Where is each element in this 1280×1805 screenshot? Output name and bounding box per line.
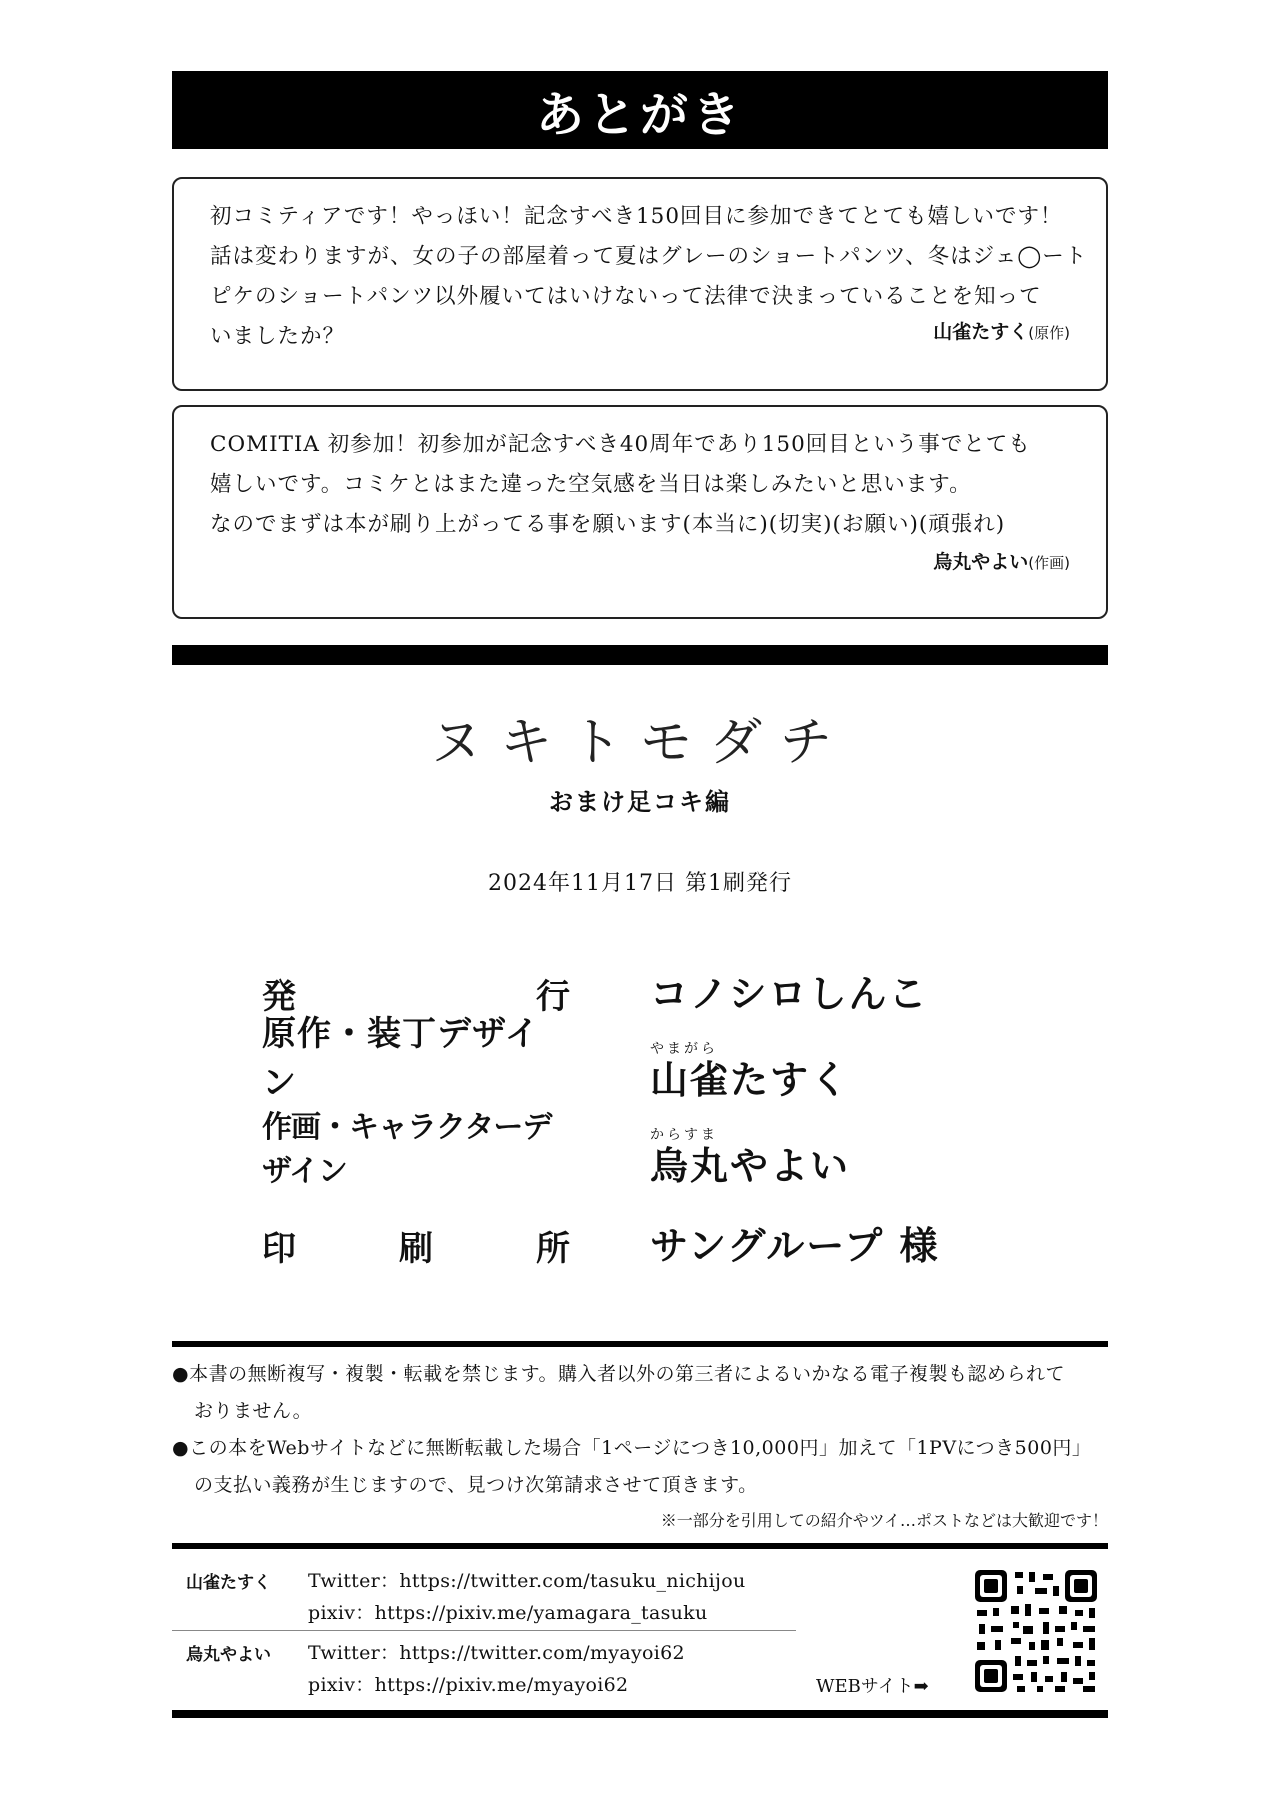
credit-row-printer — [262, 1200, 1002, 1270]
credit-ruby: からすま — [650, 1127, 718, 1143]
credit-value: 烏丸やよい — [650, 1144, 851, 1188]
signature-name: 山雀たすく — [933, 321, 1029, 343]
credit-ruby: やまがら — [650, 1041, 718, 1057]
footer-bar — [172, 1710, 1108, 1718]
signature-name: 烏丸やよい — [933, 551, 1029, 573]
publication-date: 2024年11月17日 第1刷発行 — [488, 871, 792, 896]
copyright-notice — [172, 1356, 1108, 1504]
message-line: ピケのショートパンツ以外履いてはいけないって法律で決まっていることを知って — [210, 284, 1042, 309]
credit-row-art — [262, 1110, 1002, 1190]
signature-role: (原作) — [1028, 324, 1070, 342]
link-author-pixiv[interactable]: pixiv：https://pixiv.me/yamagara_tasuku — [308, 1602, 708, 1624]
link-author-name: 山雀たすく — [186, 1573, 271, 1593]
credit-label: 印 刷 所 — [262, 1229, 570, 1269]
signature — [210, 547, 1070, 574]
book-subtitle: おまけ足コキ編 — [549, 788, 731, 816]
credit-label: 原作・装丁デザイン — [262, 1014, 540, 1103]
message-line: 初コミティアです！やっほい！記念すべき150回目に参加できてとても嬉しいです！ — [210, 204, 1063, 229]
afterword-header: あとがき — [172, 71, 1108, 149]
book-title: ヌキトモダチ — [429, 713, 850, 773]
notice-line: ●この本をWebサイトなどに無断転載した場合「1ページにつき10,000円」加えて「1PVにつき500円」 — [172, 1437, 1092, 1459]
notice-line: の支払い義務が生じますので、見つけ次第請求させて頂きます。 — [194, 1474, 758, 1496]
message-line: いましたか？ — [210, 324, 346, 349]
afterword-message-artist — [172, 405, 1108, 619]
credit-value: コノシロしんこ — [650, 972, 929, 1016]
message-line: 嬉しいです。コミケとはまた違った空気感を当日は楽しみたいと思います。 — [210, 472, 972, 497]
credit-value: 山雀たすく — [650, 1058, 851, 1102]
links-divider-top — [172, 1543, 1108, 1549]
message-line: COMITIA 初参加！初参加が記念すべき40周年であり150回目という事でとても — [210, 432, 1031, 457]
qr-code-icon[interactable] — [973, 1568, 1099, 1694]
link-author-twitter[interactable]: Twitter：https://twitter.com/tasuku_nichijou — [308, 1570, 746, 1592]
message-line: なのでまずは本が刷り上がってる事を願います(本当に)(切実)(お願い)(頑張れ) — [210, 512, 1006, 537]
credit-label: 作画・キャラクターデザイン — [262, 1110, 552, 1189]
credit-value: サングループ 様 — [650, 1224, 940, 1268]
link-artist-name: 烏丸やよい — [186, 1645, 271, 1665]
signature-role: (作画) — [1028, 554, 1070, 572]
afterword-message-author — [172, 177, 1108, 391]
section-divider — [172, 645, 1108, 665]
credit-row-original — [262, 1014, 1002, 1104]
notice-line: ●本書の無断複写・複製・転載を禁じます。購入者以外の第三者によるいかなる電子複製も認められて — [172, 1363, 1066, 1385]
links-row-divider — [172, 1630, 796, 1631]
notice-line: おりません。 — [194, 1400, 313, 1422]
message-line: 話は変わりますが、女の子の部屋着って夏はグレーのショートパンツ、冬はジェ◯ート — [210, 244, 1088, 269]
link-artist-pixiv[interactable]: pixiv：https://pixiv.me/myayoi62 — [308, 1674, 629, 1696]
website-label: WEBサイト➡ — [816, 1676, 929, 1697]
quote-note: ※一部分を引用しての紹介やツイ…ポストなどは大歓迎です！ — [660, 1511, 1108, 1530]
link-artist-twitter[interactable]: Twitter：https://twitter.com/myayoi62 — [308, 1642, 685, 1664]
credit-label: 発 行 — [262, 977, 570, 1017]
notice-divider — [172, 1341, 1108, 1347]
